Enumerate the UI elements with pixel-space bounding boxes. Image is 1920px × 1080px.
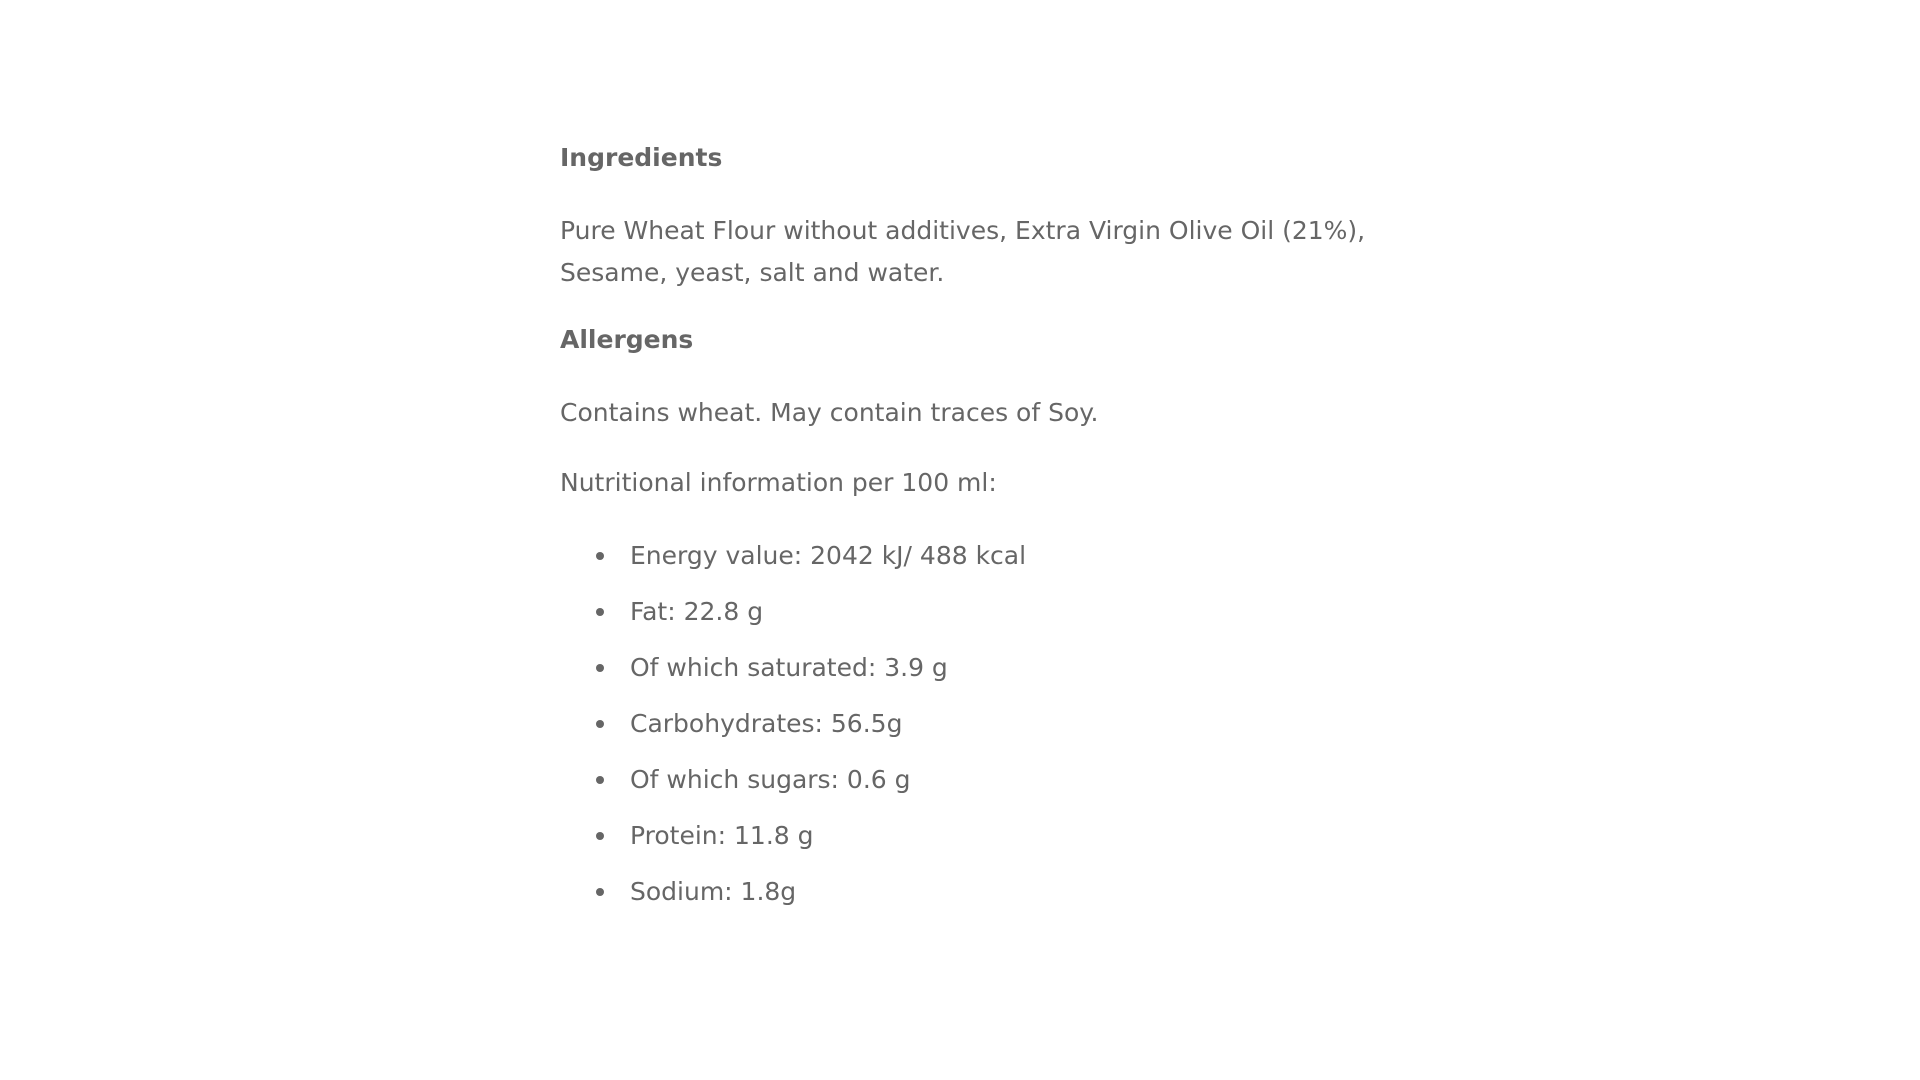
nutrition-item-text: Fat: 22.8 g <box>630 597 764 626</box>
nutrition-item-protein <box>630 818 1380 854</box>
nutrition-item-text: Of which saturated: 3.9 g <box>630 653 948 682</box>
ingredients-text-line-2: Sesame, yeast, salt and water. <box>560 258 945 287</box>
ingredients-text <box>560 210 1380 294</box>
ingredients-text-line-1: Pure Wheat Flour without additives, Extra Virgin Olive Oil (21%), <box>560 216 1366 245</box>
product-info <box>560 140 1380 930</box>
nutrition-item-text: Carbohydrates: 56.5g <box>630 709 903 738</box>
nutrition-item-text: Of which sugars: 0.6 g <box>630 765 911 794</box>
nutrition-item-carbohydrates <box>630 706 1380 742</box>
allergens-heading: Allergens <box>560 325 694 354</box>
nutrition-item-energy <box>630 538 1380 574</box>
nutrition-item-sugars <box>630 762 1380 798</box>
nutrition-item-text: Protein: 11.8 g <box>630 821 814 850</box>
ingredients-heading: Ingredients <box>560 143 723 172</box>
bullet-icon <box>596 608 604 616</box>
nutrition-item-sodium <box>630 874 1380 910</box>
nutrition-item-text: Energy value: 2042 kJ/ 488 kcal <box>630 541 1027 570</box>
bullet-icon <box>596 832 604 840</box>
bullet-icon <box>596 888 604 896</box>
nutrition-item-fat <box>630 594 1380 630</box>
allergens-text: Contains wheat. May contain traces of Soy. <box>560 398 1099 427</box>
nutrition-item-text: Sodium: 1.8g <box>630 877 797 906</box>
nutrition-list <box>560 538 1380 910</box>
bullet-icon <box>596 720 604 728</box>
bullet-icon <box>596 776 604 784</box>
nutrition-item-saturated <box>630 650 1380 686</box>
bullet-icon <box>596 664 604 672</box>
nutrition-intro: Nutritional information per 100 ml: <box>560 468 997 497</box>
bullet-icon <box>596 552 604 560</box>
